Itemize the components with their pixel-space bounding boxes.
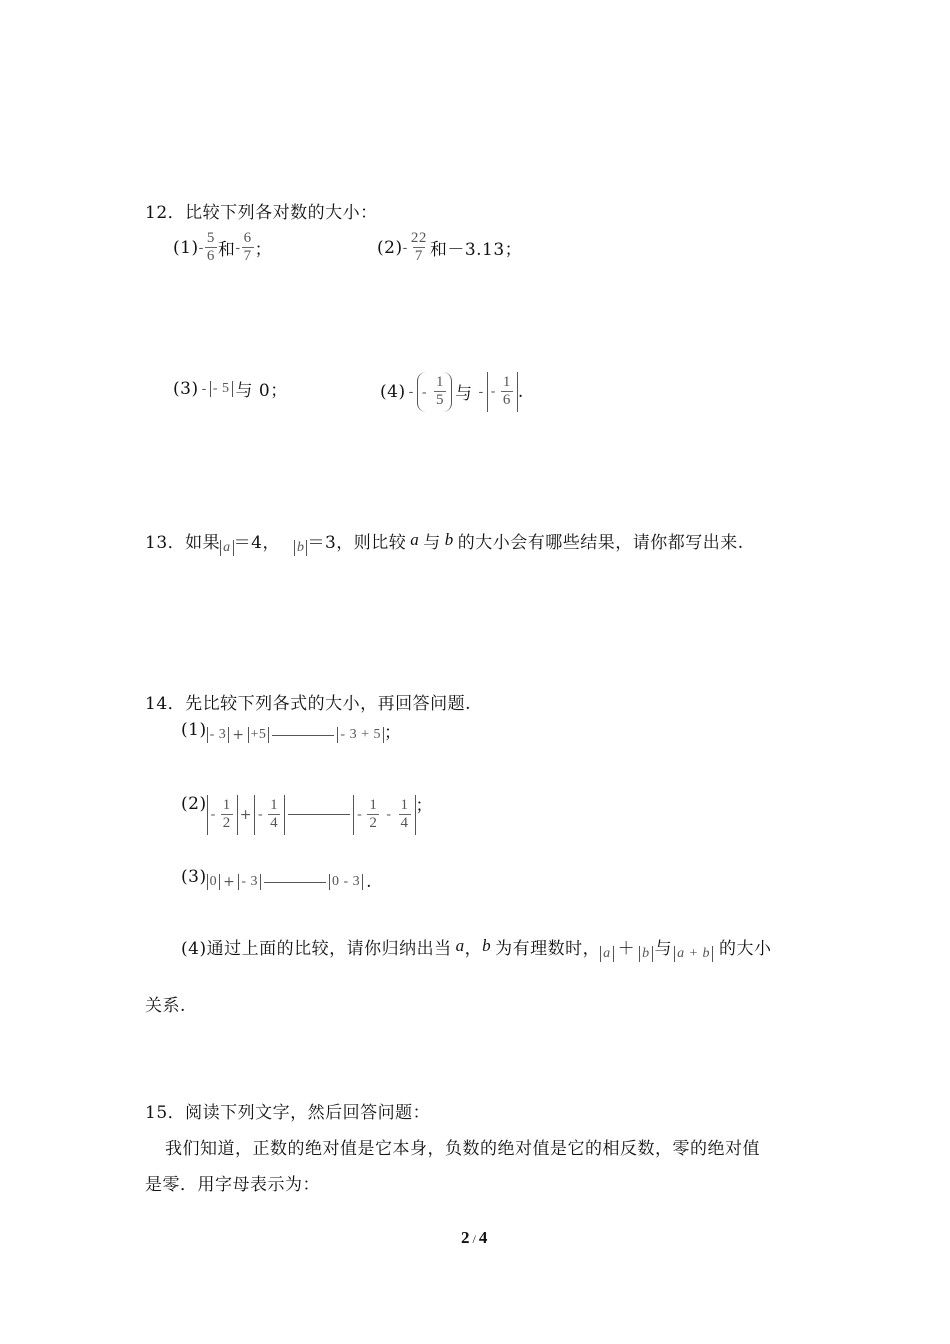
q14-part4-mid: 为有理数时， [495,938,601,959]
denominator: 4 [400,815,409,832]
q12-part2 [377,230,522,266]
q14-part4-text: (4)通过上面的比较，请你归纳出当 [181,938,452,959]
q12-part1-label: (1) [173,237,199,258]
denominator: 7 [414,248,423,265]
q13-yu: 与 [423,532,441,553]
q14-part1-label: (1) [181,720,207,740]
denominator: 2 [369,815,378,832]
minus-sign: - [198,239,204,256]
absolute-value: +5 [248,727,270,743]
variable-a: a [455,936,465,955]
q14-part1 [181,720,402,743]
denominator: 5 [435,392,444,409]
absolute-value-a: a [220,540,234,556]
minus-sign: - [490,383,496,399]
minus-sign: - [402,239,408,256]
q13-eq4: ＝4， [233,532,280,553]
numerator: 1 [222,797,231,813]
q13-rest: 的大小会有哪些结果，请你都写出来. [457,532,744,553]
q13-text [145,524,744,556]
variable-b: b [482,936,492,955]
minus-sign: - [210,806,216,822]
fraction [367,797,379,833]
numerator: 6 [243,230,252,246]
numerator: 22 [410,230,427,246]
fraction [268,797,280,833]
q12-part3-label: (3) [173,378,199,399]
minus-sign: - [357,806,363,822]
denominator: 2 [222,815,231,832]
answer-blank[interactable] [264,882,326,883]
absolute-value [353,795,415,835]
q14-part2-label: (2) [181,793,207,814]
q13-prefix: 13．如果 [145,532,221,553]
absolute-value [487,372,518,412]
q15-title: 15．阅读下列文字，然后回答问题： [145,1103,431,1123]
answer-blank[interactable] [272,735,334,736]
q12-part2-rest: 和－3.13； [429,240,523,261]
q12-part1 [173,230,272,266]
page-separator: / [472,1232,476,1246]
q14-part4-comma: ， [464,938,483,959]
q14-part2-end: ； [415,796,434,817]
q15-line2: 是零．用字母表示为： [145,1175,320,1195]
q14-part1-end: ； [383,722,402,743]
absolute-value: - 3 + 5 [337,727,384,743]
q14-part4-yu: 与 [654,938,673,959]
numerator: 1 [369,797,378,813]
numerator: 1 [502,374,511,390]
minus-sign: - [235,239,241,256]
q13-eq3: ＝3，则比较 [307,532,407,553]
denominator: 6 [206,248,215,265]
fraction [501,374,513,410]
plus-sign: + [239,806,252,823]
absolute-value: - 3 [207,727,230,743]
q12-part3-rest: 与 0； [235,381,288,401]
minus-sign: - [201,380,207,397]
plus-sign: + [232,727,245,743]
q14-part3-end: . [366,872,373,892]
numerator: 5 [206,230,215,246]
numerator: 1 [435,374,444,390]
q12-part4 [380,372,524,412]
minus-sign: - [421,384,428,401]
q14-part4 [181,930,772,962]
fraction [399,797,411,833]
page-total: 4 [478,1228,488,1247]
page-current: 2 [461,1228,470,1247]
q12-part4-yu: 与 [454,384,473,405]
absolute-value-a: a [600,946,614,962]
q14-part3-label: (3) [181,867,207,887]
fraction [434,374,446,410]
plus-sign: + [223,874,236,890]
absolute-value: 0 - 3 [329,874,363,890]
q15-line1: 我们知道，正数的绝对值是它本身，负数的绝对值是它的相反数，零的绝对值 [165,1139,760,1159]
absolute-value [254,795,285,835]
fraction [205,230,217,266]
page-number [461,1228,487,1248]
minus-sign: - [386,806,392,822]
q14-part4-plus: ＋ [617,938,636,959]
q14-part4-line2: 关系. [145,996,186,1016]
q12-part2-label: (2) [377,237,403,258]
q12-part4-end: . [517,381,524,402]
q12-title: 12．比较下列各对数的大小： [145,203,378,223]
denominator: 7 [243,248,252,265]
parenthesized-expression [417,372,452,412]
minus-sign: - [478,383,484,400]
numerator: 1 [270,797,279,813]
absolute-value-a-plus-b: a + b [674,946,713,962]
absolute-value [207,795,238,835]
q12-part1-he: 和 [217,240,236,261]
fraction [242,230,254,266]
minus-sign: - [408,383,414,400]
fraction [221,797,233,833]
q14-part3 [181,867,373,892]
denominator: 4 [270,815,279,832]
absolute-value-b: b [639,946,653,962]
minus-sign: - [258,806,264,822]
q12-part3 [173,376,288,401]
absolute-value: - 3 [238,874,261,890]
numerator: 1 [400,797,409,813]
answer-blank[interactable] [288,814,350,815]
q14-title: 14．先比较下列各式的大小，再回答问题. [145,694,472,714]
q14-part4-tail: 的大小 [719,938,772,959]
variable-a: a [410,530,420,549]
denominator: 6 [502,392,511,409]
q14-part2 [181,795,433,835]
q12-part1-end: ； [254,240,273,261]
variable-b: b [444,530,454,549]
absolute-value: - 5 [210,381,233,397]
absolute-value: 0 [207,874,221,890]
q12-part4-label: (4) [380,381,406,402]
absolute-value-b: b [294,540,308,556]
fraction [409,230,429,266]
